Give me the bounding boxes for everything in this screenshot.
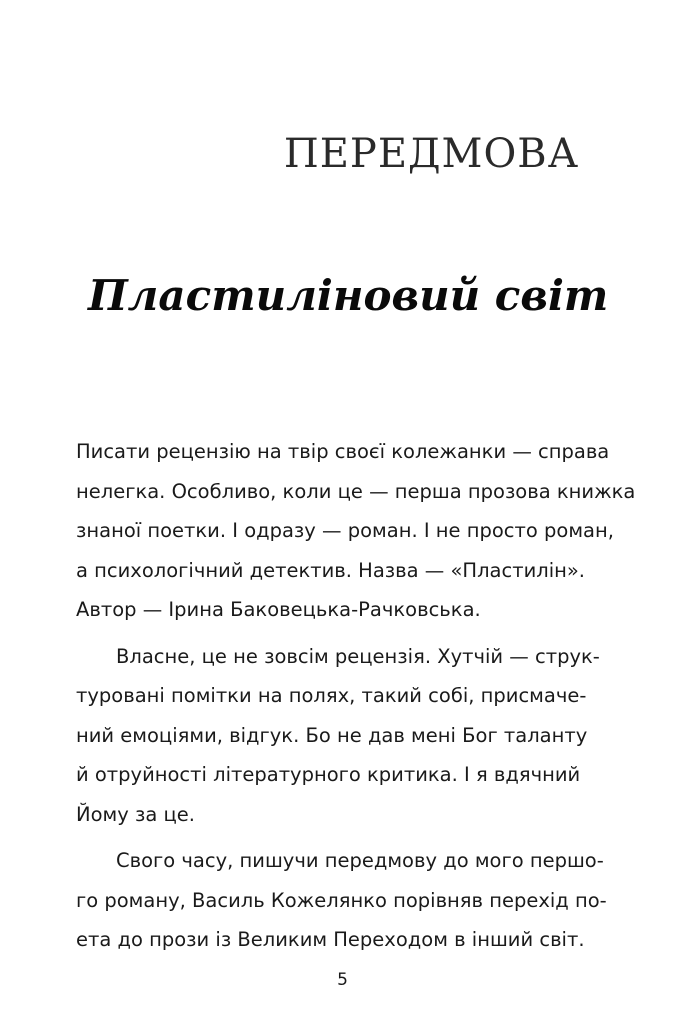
text-line: ний емоціями, відгук. Бо не дав мені Бог таланту [76,723,588,747]
paragraph-gap [76,630,578,637]
text-line: Автор — Ірина Баковецька-Рачковська. [76,598,481,621]
paragraph [76,841,607,960]
text-line: нелегка. Особливо, коли це — перша прозова книжка [76,479,636,503]
paragraph [76,637,600,835]
text-line: знаної поетки. І одразу — роман. І не просто роман, [76,519,614,542]
text-line: туровані помітки на полях, такий собі, присмаче- [76,684,587,707]
text-line: Писати рецензію на твір своєї колежанки — справа [76,440,610,463]
body-text [76,432,636,960]
page-number: 5 [337,970,348,990]
paragraph [76,432,636,630]
text-line: а психологічний детектив. Назва — «Пластилін». [76,558,586,582]
section-label: ПЕРЕДМОВА [283,131,579,177]
text-line: Свого часу, пишучи передмову до мого першо- [116,849,604,872]
text-line: Йому за це. [76,802,195,826]
text-line: ета до прози із Великим Переходом в інший світ. [76,928,585,951]
text-line: й отруйності літературного критика. І я вдячний [76,763,581,786]
paragraph-gap [76,834,578,841]
text-line: го роману, Василь Кожелянко порівняв перехід по- [76,888,607,912]
text-line: Власне, це не зовсім рецензія. Хутчій — струк- [116,644,600,668]
chapter-title: Пластиліновий світ [88,271,609,320]
